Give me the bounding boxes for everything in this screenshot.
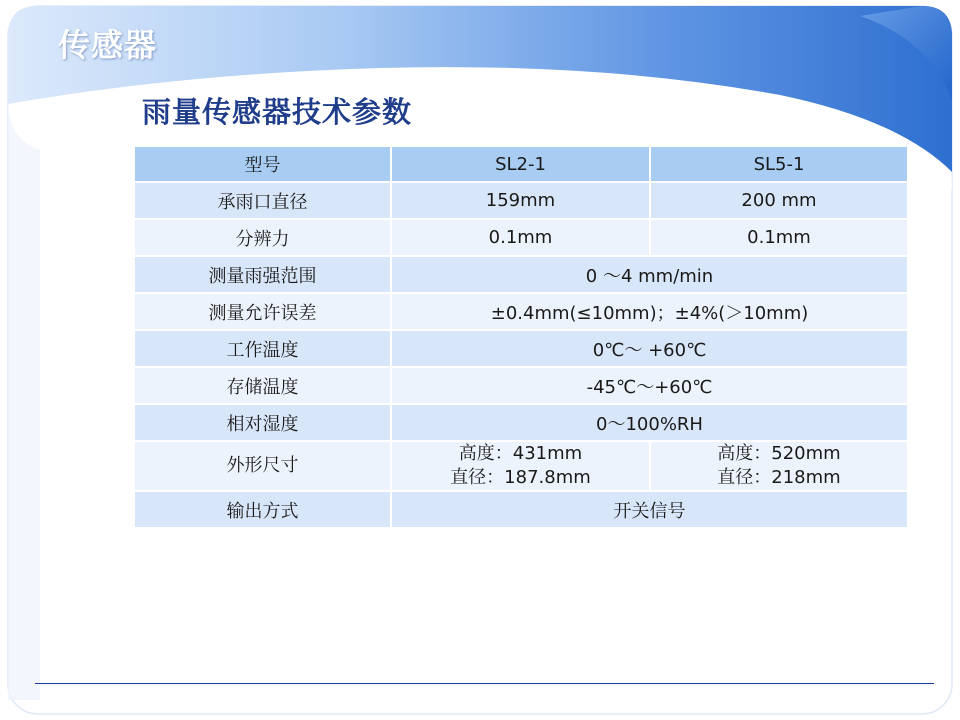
table-row: [134, 293, 908, 330]
header-title: 传感器: [58, 26, 158, 64]
cell-value: [650, 441, 908, 491]
table-row: [134, 491, 908, 528]
table-row: [134, 256, 908, 293]
footer-divider: [35, 683, 934, 684]
row-label: 外形尺寸: [134, 441, 391, 491]
slide-subtitle: 雨量传感器技术参数: [142, 95, 413, 129]
row-label: 相对湿度: [134, 404, 391, 441]
table-row: [134, 330, 908, 367]
table-row: [134, 404, 908, 441]
height-value: 高度：431mm: [458, 443, 583, 464]
parameters-table: [133, 145, 909, 529]
row-label: 分辨力: [134, 219, 391, 256]
cell-value: [391, 441, 650, 491]
table-row: [134, 219, 908, 256]
diameter-value: 直径：187.8mm: [450, 467, 591, 488]
column-header-sl2-1: SL2-1: [391, 146, 650, 182]
table-row: [134, 367, 908, 404]
table-header-row: [134, 146, 908, 182]
merged-cell-value: 0 ～4 mm/min: [391, 256, 908, 293]
column-header-sl5-1: SL5-1: [650, 146, 908, 182]
cell-value: 0.1mm: [650, 219, 908, 256]
height-value: 高度：520mm: [717, 443, 841, 464]
row-label: 承雨口直径: [134, 182, 391, 219]
row-label: 测量雨强范围: [134, 256, 391, 293]
row-label: 输出方式: [134, 491, 391, 528]
row-label: 工作温度: [134, 330, 391, 367]
merged-cell-value: ±0.4mm(≤10mm)；±4%(＞10mm): [391, 293, 908, 330]
cell-value: 0.1mm: [391, 219, 650, 256]
row-label: 测量允许误差: [134, 293, 391, 330]
diameter-value: 直径：218mm: [717, 467, 841, 488]
merged-cell-value: 开关信号: [391, 491, 908, 528]
merged-cell-value: 0～100%RH: [391, 404, 908, 441]
column-header-model: 型号: [134, 146, 391, 182]
merged-cell-value: 0℃～ +60℃: [391, 330, 908, 367]
cell-value: 200 mm: [650, 182, 908, 219]
row-label: 存储温度: [134, 367, 391, 404]
table-row: [134, 441, 908, 491]
table-row: [134, 182, 908, 219]
merged-cell-value: -45℃～+60℃: [391, 367, 908, 404]
cell-value: 159mm: [391, 182, 650, 219]
